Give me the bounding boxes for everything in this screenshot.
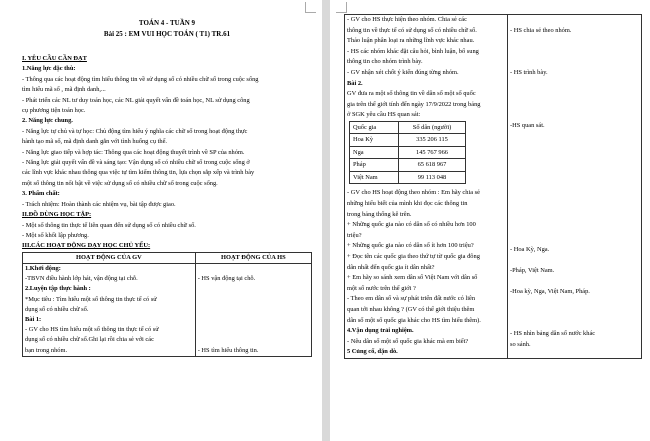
text-line: - Hoa Kỳ, Nga. — [510, 245, 550, 253]
text-line: - GV cho HS hoạt động theo nhóm : Em hãy chia sẻ — [347, 189, 480, 197]
exercise-heading: Bài 1: — [25, 315, 42, 323]
population-value: 145 767 966 — [399, 146, 466, 159]
text-line: -Pháp, Việt Nam. — [510, 266, 555, 274]
subsection-heading: 3. Phẩm chất: — [22, 190, 60, 198]
subsection-heading: 2. Năng lực chung. — [22, 117, 73, 125]
page-right-content — [344, 14, 642, 359]
text-line: + Những quốc gia nào có dân số có nhiều hơn 100 — [347, 221, 476, 229]
text-line: ở SGK yêu cầu HS quan sát: — [347, 111, 421, 119]
text-line: - Nêu dân số một số quốc gia khác mà em biết? — [347, 337, 469, 345]
student-cell — [195, 263, 311, 356]
subsection-heading: 1.Năng lực đặc thù: — [22, 65, 76, 73]
section-heading: I. YÊU CẦU CẦN ĐẠT — [22, 55, 87, 62]
text-line: - HS nhìn bảng dân số nước khác — [510, 330, 596, 338]
text-line: + Em hãy so sánh xem dân số Việt Nam với dân số — [347, 274, 478, 282]
text-line: bạn trong nhóm. — [25, 346, 68, 354]
exercise-heading: Bài 2. — [347, 79, 363, 87]
text-line: những hiểu biết của mình khi đọc các thông tin — [347, 200, 468, 208]
student-cell — [508, 15, 642, 359]
page-corner-mark — [336, 2, 347, 13]
text-line: - Trách nhiệm: Hoàn thành các nhiệm vụ, bài tập được giao. — [22, 200, 176, 208]
table-row — [350, 159, 466, 172]
text-line: -HS quan sát. — [510, 121, 545, 129]
text-line: -TBVN điều hành lớp hát, vận động tại chỗ. — [25, 275, 138, 283]
activities-table-continued — [344, 14, 642, 359]
text-line: - HS tìm hiểu thông tin. — [197, 346, 259, 354]
text-line: hành tạo mã số, mã định danh gắn với tình huống cụ thể. — [22, 138, 168, 146]
country-name: Việt Nam — [350, 171, 399, 184]
population-header-country: Quốc gia — [350, 121, 399, 134]
table-row — [345, 15, 642, 359]
text-line: - Theo em dân số và sự phát triển đất nước có liên — [347, 295, 476, 303]
text-line: tìm hiểu mã số , mã định danh,... — [22, 86, 106, 94]
text-line: - HS vận động tại chỗ. — [197, 275, 256, 283]
population-header-row — [350, 121, 466, 134]
text-line: Thảo luận phân loại ra những lĩnh vực khác nhau. — [347, 37, 475, 45]
text-line: các lĩnh vực khác nhau thông qua việc tự tìm kiếm thông tin, lựa chọn sắp xếp và trình bày — [22, 169, 255, 177]
activity-heading: 5 Củng cố, dặn dò. — [347, 348, 398, 356]
text-line: triệu? — [347, 231, 362, 239]
activities-table — [22, 252, 312, 357]
text-line: - Phát triển các NL tư duy toán học, các NL giải quyết vấn đề toán học, NL sử dụng công — [22, 96, 250, 104]
table-row — [350, 146, 466, 159]
activity-heading: 4.Vận dụng trải nghiệm. — [347, 327, 414, 335]
text-line: *Mục tiêu : Tìm hiểu một số thông tin thực tế có sử — [25, 295, 157, 303]
section-heading: II.ĐỒ DÙNG HỌC TẬP: — [22, 211, 92, 219]
text-line: một số nước trên thế giới ? — [347, 284, 416, 292]
text-line: dân nhất đến quốc gia ít dân nhất? — [347, 263, 435, 271]
text-line: + Những quốc gia nào có dân số ít hơn 100 triệu? — [347, 242, 474, 250]
population-value: 335 206 115 — [399, 134, 466, 147]
text-line: một số thông tin nổi bật về việc sử dụng số có nhiều chữ số trong cuộc sống. — [22, 179, 218, 187]
country-name: Pháp — [350, 159, 399, 172]
text-line: cụ phương tiện toán học. — [22, 107, 86, 115]
text-line: trong bảng thống kê trên. — [347, 210, 412, 218]
text-line: gia trên thế giới tính đến ngày 17/9/2022 trong bảng — [347, 100, 481, 108]
text-line: -Hoa kỳ, Nga, Việt Nam, Pháp. — [510, 287, 590, 295]
text-line: - GV nhận xét chốt ý kiến đúng từng nhóm. — [347, 68, 459, 76]
text-line: - GV cho HS tìm hiểu một số thông tin thực tế có sử — [25, 326, 159, 334]
table-row — [23, 263, 312, 356]
page-left-content — [22, 18, 312, 357]
table-row — [350, 134, 466, 147]
text-line: - HS chia sẻ theo nhóm. — [510, 26, 572, 34]
text-line: - Năng lực giải quyết vấn đề và sáng tạo: Vận dụng số có nhiều chữ số trong cuộc sống ở — [22, 159, 250, 167]
text-line: dụng số có nhiều chữ số. — [25, 305, 89, 313]
text-line: - HS các nhóm khác đặt câu hỏi, bình luận, bổ sung — [347, 47, 479, 55]
population-table — [349, 121, 466, 185]
text-line: - Năng lực tự chủ và tự học: Chủ động tìm hiểu ý nghĩa các chữ số trong hoạt động thực — [22, 127, 248, 135]
column-header-teacher: HOẠT ĐỘNG CỦA GV — [23, 252, 196, 263]
text-line: - Năng lực giao tiếp và hợp tác: Thông qua các hoạt động thuyết trình về SP của nhóm. — [22, 148, 245, 156]
text-line: dân số một số quốc gia khác cho HS tìm hiểu thêm). — [347, 316, 481, 324]
population-header-count: Số dân (người) — [399, 121, 466, 134]
text-line: - Một số khối lập phương. — [22, 231, 89, 239]
text-line: - Một số thông tin thực tế liên quan đến sử dụng số có nhiều chữ số. — [22, 221, 196, 229]
column-header-student: HOẠT ĐỘNG CỦA HS — [195, 252, 311, 263]
text-line: - GV cho HS thực hiện theo nhóm. Chia sẻ các — [347, 16, 467, 23]
text-line: + Đọc tên các quốc gia theo thứ tự từ quốc gia đông — [347, 253, 480, 260]
section-heading: III.CÁC HOẠT ĐỘNG DẠY HỌC CHỦ YẾU: — [22, 242, 151, 250]
text-line: so sánh. — [510, 340, 531, 348]
teacher-cell — [23, 263, 196, 356]
activity-heading: 2.Luyện tập thực hành : — [25, 285, 91, 293]
text-line: quan tới nhau không ? (GV có thể giới thiệu thêm — [347, 305, 475, 313]
text-line: - Thông qua các hoạt động tìm hiểu thông tin về sử dụng số có nhiều chữ số trong cuộc sống — [22, 75, 259, 83]
table-header-row — [23, 252, 312, 263]
page-corner-mark — [305, 2, 316, 13]
teacher-cell — [345, 15, 508, 359]
lesson-title: Bài 25 : EM VUI HỌC TOÁN ( T1) TR.61 — [103, 30, 231, 38]
country-name: Nga — [350, 146, 399, 159]
table-row — [350, 171, 466, 184]
country-name: Hoa Kỳ — [350, 134, 399, 147]
text-line: thông tin cho nhóm trình bày. — [347, 58, 423, 66]
text-line: dụng số có nhiều chữ số.Ghi lại rồi chia sẻ với các — [25, 336, 154, 344]
text-line: GV đưa ra một số thông tin về dân số một số quốc — [347, 90, 476, 98]
document-page-right — [330, 0, 650, 441]
text-line: thông tin về thực tế có sử dụng số có nhiều chữ số. — [347, 26, 477, 34]
population-value: 99 113 048 — [399, 171, 466, 184]
activity-heading: 1.Khởi động: — [25, 264, 61, 272]
population-value: 65 618 967 — [399, 159, 466, 172]
lesson-week-title: TOÁN 4 - TUẦN 9 — [138, 19, 196, 27]
document-page-left — [0, 0, 322, 441]
text-line: - HS trình bày. — [510, 68, 548, 76]
